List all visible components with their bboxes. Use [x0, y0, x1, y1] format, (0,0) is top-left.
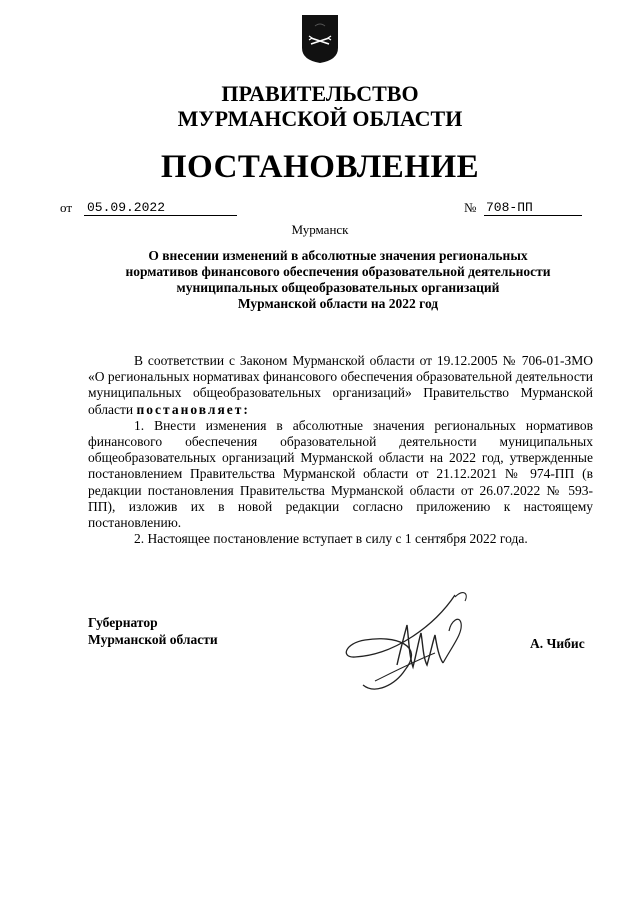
- coat-of-arms-icon: [301, 14, 339, 64]
- date-prefix: от: [60, 200, 73, 215]
- subject-line: Мурманской области на 2022 год: [237, 296, 439, 311]
- item-2-paragraph: 2. Настоящее постановление вступает в силу с 1 сентября 2022 года.: [134, 531, 528, 547]
- date-number-row: [60, 200, 590, 218]
- item-1-paragraph: 1. Внести изменения в абсолютные значения региональных нормативов финансового обеспечения образовательной деятельности муниципальных общеобразовательных организаций Мурманской области на 2022 год, утвержденные постановлением Правительства Мурманской области от 21.12.2021 № 974-ПП (в редакции постановления Правительства Мурманской области от 26.07.2022 № 593-ПП), изложив их в новой редакции согласно приложению к настоящему постановлению.: [88, 417, 593, 531]
- subject-line: муниципальных общеобразовательных организаций: [176, 280, 500, 295]
- number-prefix: №: [464, 200, 477, 215]
- document-number: 708-ПП: [484, 200, 582, 216]
- document-date: 05.09.2022: [84, 200, 237, 216]
- signatory-name: А. Чибис: [530, 636, 585, 651]
- document-subject: [88, 248, 588, 312]
- organization-line-2: МУРМАНСКОЙ ОБЛАСТИ: [177, 106, 463, 131]
- preamble-text: В соответствии с Законом Мурманской области от 19.12.2005 № 706-01-ЗМО «О региональных нормативах финансового обеспечения образовательной деятельности муниципальных общеобразовательных организаций» Правительство Мурманской области: [88, 353, 593, 417]
- subject-line: О внесении изменений в абсолютные значения региональных: [148, 248, 528, 263]
- organization-line-1: ПРАВИТЕЛЬСТВО: [221, 81, 419, 106]
- subject-line: нормативов финансового обеспечения образовательной деятельности: [125, 264, 551, 279]
- signatory-title-line-1: Губернатор: [88, 615, 158, 630]
- document-body: [88, 353, 593, 547]
- document-type-title: ПОСТАНОВЛЕНИЕ: [160, 149, 480, 185]
- preamble-paragraph: [88, 353, 593, 418]
- preamble-keyword: постановляет:: [136, 401, 250, 417]
- handwritten-signature: [335, 585, 505, 705]
- signatory-title: [88, 614, 218, 648]
- city: Мурманск: [291, 222, 349, 237]
- signatory-title-line-2: Мурманской области: [88, 632, 218, 647]
